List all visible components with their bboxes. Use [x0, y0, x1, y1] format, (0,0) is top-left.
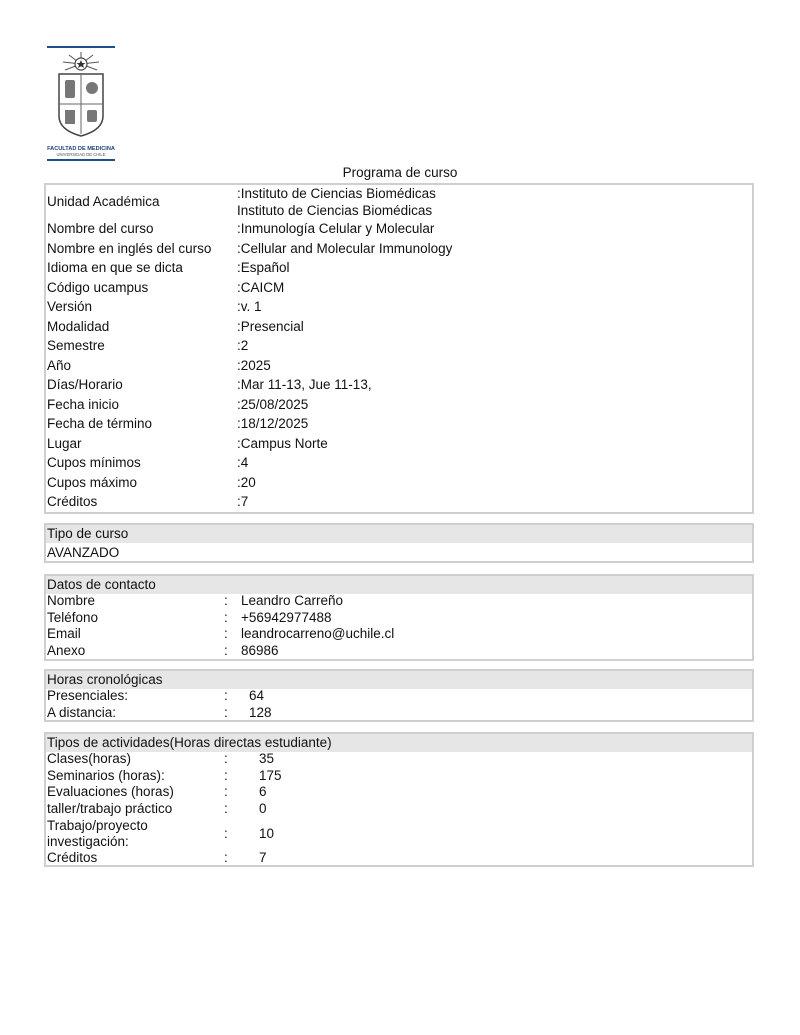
label-activity-trabajo: Trabajo/proyecto: [47, 818, 148, 833]
label-fecha-termino: Fecha de término: [47, 416, 153, 431]
value-contact-anexo: 86986: [241, 642, 279, 658]
logo-text-line1: FACULTAD DE MEDICINA: [47, 146, 115, 152]
label-creditos: Créditos: [47, 494, 98, 509]
contact-section: [44, 574, 754, 661]
colon: :: [224, 826, 228, 841]
label-modalidad: Modalidad: [47, 318, 110, 334]
label-nombre-curso: Nombre del curso: [47, 221, 154, 236]
label-cupos-maximo: Cupos máximo: [47, 474, 138, 490]
colon: :: [224, 626, 228, 641]
value-activity-trabajo: 10: [259, 826, 275, 841]
label-nombre-ingles: Nombre en inglés del curso: [47, 240, 212, 256]
section-heading: [46, 671, 752, 689]
label-fecha-inicio: Fecha inicio: [47, 396, 120, 412]
colon: :: [224, 850, 228, 865]
hours-section: [44, 669, 754, 722]
value-ano: :2025: [237, 357, 271, 373]
course-info-table: [44, 183, 754, 514]
value-fecha-inicio: :25/08/2025: [237, 396, 309, 412]
label-idioma: Idioma en que se dicta: [47, 260, 183, 275]
university-crest-icon: [45, 46, 117, 162]
value-activity-clases: 35: [259, 751, 275, 766]
value-modalidad: :Presencial: [237, 318, 304, 334]
value-dias-horario: :Mar 11-13, Jue 11-13,: [237, 377, 372, 392]
label-version: Versión: [47, 299, 93, 314]
hours-heading: Horas cronológicas: [47, 672, 163, 687]
value-contact-email: leandrocarreno@uchile.cl: [241, 626, 395, 641]
colon: :: [224, 704, 228, 720]
value-lugar: :Campus Norte: [237, 435, 328, 451]
label-cupos-minimos: Cupos mínimos: [47, 455, 141, 470]
value-activity-creditos: 7: [259, 850, 267, 865]
value-nombre-ingles: :Cellular and Molecular Immunology: [237, 240, 453, 256]
colon: :: [224, 642, 228, 658]
value-activity-taller: 0: [259, 800, 267, 816]
value-codigo: :CAICM: [237, 279, 285, 295]
label-hours-distancia: A distancia:: [47, 704, 117, 720]
colon: :: [224, 688, 228, 703]
value-semestre: :2: [237, 338, 249, 353]
value-activity-seminarios: 175: [259, 767, 282, 783]
label-activity-seminarios: Seminarios (horas):: [47, 767, 165, 783]
label-lugar: Lugar: [47, 435, 82, 451]
activities-section: [44, 732, 754, 867]
label-hours-presenciales: Presenciales:: [47, 688, 129, 703]
value-contact-telefono: +56942977488: [241, 609, 332, 625]
value-cupos-minimos: :4: [237, 455, 249, 470]
label-activity-evaluaciones: Evaluaciones (horas): [47, 784, 174, 799]
value-hours-distancia: 128: [249, 704, 272, 720]
label-dias-horario: Días/Horario: [47, 377, 123, 392]
label-codigo: Código ucampus: [47, 279, 149, 295]
label-contact-anexo: Anexo: [47, 642, 86, 658]
colon: :: [224, 593, 228, 608]
value-idioma: :Español: [237, 260, 290, 275]
contact-heading: Datos de contacto: [47, 577, 156, 592]
value-contact-nombre: Leandro Carreño: [241, 593, 344, 608]
course-type-section: [44, 523, 754, 563]
colon: :: [224, 800, 228, 816]
value-fecha-termino: :18/12/2025: [237, 416, 309, 431]
colon: :: [224, 767, 228, 783]
colon: :: [224, 751, 228, 766]
label-activity-creditos: Créditos: [47, 850, 98, 865]
value-cupos-maximo: :20: [237, 474, 256, 490]
logo-text-line2: UNIVERSIDAD DE CHILE: [56, 152, 106, 157]
course-type-value: AVANZADO: [47, 545, 120, 560]
faculty-logo: [45, 46, 117, 162]
value-version: :v. 1: [237, 299, 262, 314]
value-hours-presenciales: 64: [249, 688, 265, 703]
course-type-heading: Tipo de curso: [47, 526, 129, 541]
value-activity-evaluaciones: 6: [259, 784, 267, 799]
section-heading: [46, 525, 752, 543]
label-ano: Año: [47, 357, 72, 373]
label-activity-trabajo-2: investigación:: [47, 834, 129, 849]
label-contact-telefono: Teléfono: [47, 609, 99, 625]
label-contact-nombre: Nombre: [47, 593, 96, 608]
value-unidad-academica-2: Instituto de Ciencias Biomédicas: [237, 203, 433, 218]
value-nombre-curso: :Inmunología Celular y Molecular: [237, 221, 435, 236]
value-unidad-academica: :Instituto de Ciencias Biomédicas: [237, 186, 436, 201]
colon: :: [224, 784, 228, 799]
label-contact-email: Email: [47, 626, 81, 641]
label-activity-clases: Clases(horas): [47, 751, 132, 766]
label-unidad-academica: Unidad Académica: [47, 194, 160, 209]
document-title: Programa de curso: [342, 165, 458, 180]
section-heading: [46, 734, 752, 752]
colon: :: [224, 609, 228, 625]
value-creditos: :7: [237, 494, 249, 509]
label-activity-taller: taller/trabajo práctico: [47, 800, 173, 816]
label-semestre: Semestre: [47, 338, 105, 353]
activities-heading: Tipos de actividades(Horas directas estudiante): [47, 735, 332, 750]
section-heading: [46, 576, 752, 594]
